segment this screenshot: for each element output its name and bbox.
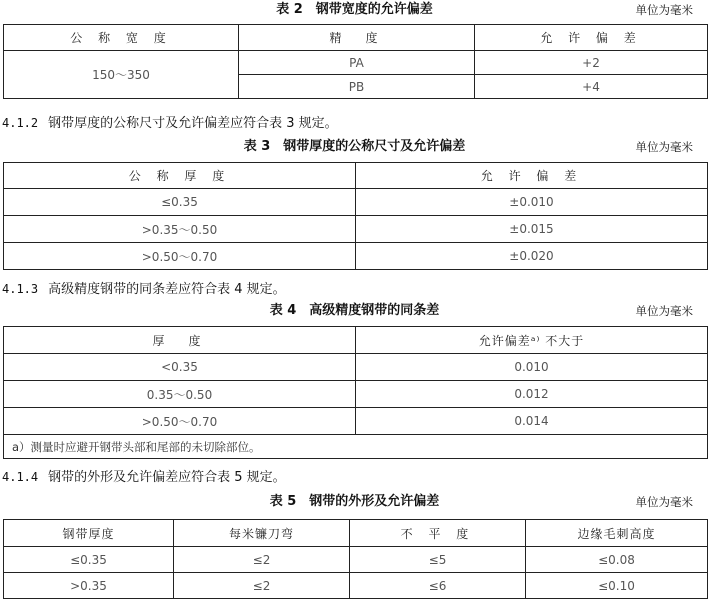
- table3-unit: 单位为毫米: [635, 140, 693, 154]
- clause-4-1-3: [2, 280, 286, 299]
- table2-title: 表 2 钢带宽度的允许偏差: [276, 2, 433, 17]
- table3-row3-tol: ±0.020: [356, 243, 708, 270]
- table5-header-flat: 不 平 度: [350, 520, 526, 547]
- clause-number: 4.1.2: [2, 116, 39, 130]
- table2-tol-pa: +2: [475, 51, 708, 75]
- table2-header-grade: 精 度: [239, 25, 475, 51]
- table3: [3, 162, 708, 270]
- table4-title: 表 4 高级精度钢带的同条差: [269, 303, 440, 318]
- table5-header-thk: 钢带厚度: [4, 520, 174, 547]
- table4-row3-tol: 0.014: [356, 408, 708, 435]
- table3-row1-tol: ±0.010: [356, 189, 708, 216]
- table5-header-burr: 边缘毛刺高度: [526, 520, 708, 547]
- table5-row2-burr: ≤0.10: [526, 573, 708, 599]
- table5-caption: [0, 492, 709, 512]
- table5-row1-flat: ≤5: [350, 547, 526, 573]
- clause-4-1-2: [2, 114, 338, 133]
- table4-header-tol: 允许偏差ᵃ⁾ 不大于: [356, 327, 708, 354]
- table5-row1-thk: ≤0.35: [4, 547, 174, 573]
- table4-row1-tol: 0.010: [356, 354, 708, 381]
- table2-header-tol: 允 许 偏 差: [475, 25, 708, 51]
- table5-row1-burr: ≤0.08: [526, 547, 708, 573]
- table5-row2-thk: >0.35: [4, 573, 174, 599]
- table3-title: 表 3 钢带厚度的公称尺寸及允许偏差: [243, 139, 466, 154]
- clause-text: 钢带厚度的公称尺寸及允许偏差应符合表 3 规定。: [48, 116, 338, 131]
- table2-width-cell: 150～350: [4, 51, 239, 99]
- table3-row2-tol: ±0.015: [356, 216, 708, 243]
- table4-row2-thk: 0.35～0.50: [4, 381, 356, 408]
- table2-grade-pb: PB: [239, 75, 475, 99]
- table2-header-width: 公 称 宽 度: [4, 25, 239, 51]
- table5: [3, 519, 708, 599]
- clause-4-1-4: [2, 468, 286, 487]
- table3-row2-thk: >0.35～0.50: [4, 216, 356, 243]
- table4-header-thk: 厚 度: [4, 327, 356, 354]
- clause-number: 4.1.4: [2, 470, 39, 484]
- table2-unit: 单位为毫米: [635, 3, 693, 17]
- table5-row2-camber: ≤2: [174, 573, 350, 599]
- clause-text: 高级精度钢带的同条差应符合表 4 规定。: [48, 282, 286, 297]
- table5-unit: 单位为毫米: [635, 495, 693, 509]
- clause-text: 钢带的外形及允许偏差应符合表 5 规定。: [48, 470, 286, 485]
- table4-row3-thk: >0.50～0.70: [4, 408, 356, 435]
- table4-footnote: a）测量时应避开钢带头部和尾部的未切除部位。: [4, 435, 708, 459]
- table4-row1-thk: <0.35: [4, 354, 356, 381]
- table3-header-tol: 允 许 偏 差: [356, 163, 708, 189]
- table2-caption: [0, 0, 709, 20]
- table4: [3, 326, 708, 459]
- table3-header-thk: 公 称 厚 度: [4, 163, 356, 189]
- table5-header-camber: 每米镰刀弯: [174, 520, 350, 547]
- table5-row2-flat: ≤6: [350, 573, 526, 599]
- table5-title: 表 5 钢带的外形及允许偏差: [269, 494, 440, 509]
- table4-caption: [0, 301, 709, 321]
- table3-caption: [0, 137, 709, 157]
- table5-row1-camber: ≤2: [174, 547, 350, 573]
- table2-tol-pb: +4: [475, 75, 708, 99]
- table3-row3-thk: >0.50～0.70: [4, 243, 356, 270]
- table3-row1-thk: ≤0.35: [4, 189, 356, 216]
- clause-number: 4.1.3: [2, 282, 39, 296]
- table4-row2-tol: 0.012: [356, 381, 708, 408]
- table2-grade-pa: PA: [239, 51, 475, 75]
- table4-unit: 单位为毫米: [635, 304, 693, 318]
- table2: [3, 24, 708, 99]
